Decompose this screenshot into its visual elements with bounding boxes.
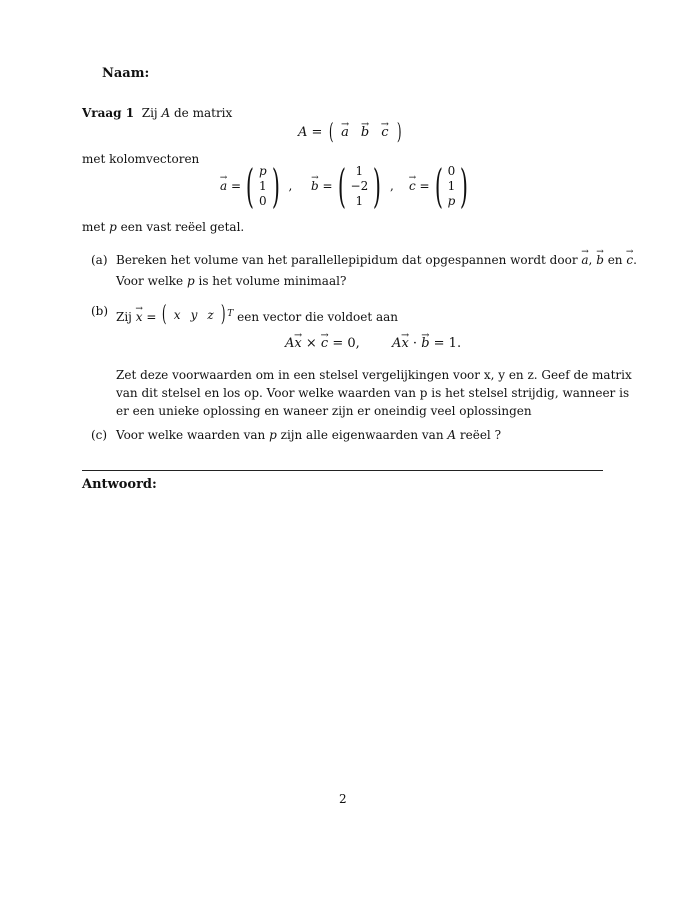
part-c-var: p: [269, 428, 277, 442]
p-text: [82, 220, 244, 234]
vector-b-entry-3: 1: [355, 193, 364, 208]
vector-b-entry-2: −2: [350, 178, 369, 193]
part-b-para-line1: Zet deze voorwaarden om in een stelsel vergelijkingen voor x, y en z. Geef de matrix: [116, 368, 632, 382]
p-text-prefix: met: [82, 220, 106, 234]
part-a-line2-suffix: is het volume minimaal?: [198, 274, 347, 288]
question-title: Vraag 1: [82, 106, 135, 120]
equation-dot-rhs: = 1.: [433, 336, 462, 351]
part-a-line2-var: p: [186, 274, 195, 288]
part-b-para-line3: er een unieke oplossing en waneer zijn er oneindig veel oplossingen: [116, 404, 532, 418]
intro-prefix: Zij: [141, 106, 158, 120]
vector-c-entry-1: 0: [447, 163, 456, 178]
p-text-var: p: [109, 220, 117, 234]
vector-a-entry-1: p: [258, 163, 267, 178]
question-intro: [82, 106, 232, 120]
part-c-var2: A: [447, 428, 457, 442]
equation-cross-rhs: = 0,: [332, 336, 360, 351]
vector-c: → c = ( 0 1 p ): [409, 163, 473, 209]
vector-c-entry-2: 1: [447, 178, 456, 193]
kolom-text: met kolomvectoren: [82, 152, 200, 166]
matrix-col-a: → a: [341, 125, 349, 140]
part-a-line2-prefix: Voor welke: [116, 274, 184, 288]
p-text-suffix: een vast reëel getal.: [120, 220, 245, 234]
vector-b: → b = ( 1 −2 1 ) ,: [311, 163, 394, 209]
part-c-prefix: Voor welke waarden van: [116, 428, 266, 442]
part-c-mid: zijn alle eigenwaarden van: [280, 428, 444, 442]
part-c-suffix: reëel ?: [459, 428, 502, 442]
vector-a: → a = ( p 1 0 ) ,: [220, 163, 292, 209]
matrix-lhs: A: [298, 125, 308, 140]
part-b-paragraph: [116, 366, 632, 420]
vector-b-name: → b: [311, 179, 319, 193]
part-a-line1: Bereken het volume van het parallellepipidum dat opgespannen wordt door → a, → b en → c.: [116, 253, 637, 267]
vector-a-name: → a: [220, 179, 227, 193]
part-b-para-line2: van dit stelsel en los op. Voor welke waarden van p is het stelsel strijdig, wanneer is: [116, 386, 630, 400]
matrix-col-b: → b: [361, 125, 369, 140]
part-c-label: (c): [91, 428, 108, 442]
part-b-line1: Zij → x = ( x y z ) $^T$ een vector die voldoet aan: [116, 302, 398, 327]
x-entry-2: y: [190, 307, 198, 322]
separator-rule: [82, 470, 603, 471]
part-a-label: (a): [91, 253, 108, 267]
matrix-a-definition: A = ( → a → b → c ): [298, 120, 403, 145]
part-b-equations: A→ x × → c = 0, A→ x · → b = 1.: [285, 336, 461, 351]
part-a-text: Bereken het volume van het parallellepipidum dat opgespannen wordt door: [116, 253, 578, 267]
name-label: Naam:: [102, 66, 150, 81]
part-b-line1-suffix: een vector die voldoet aan: [237, 310, 399, 324]
page-number: 2: [339, 792, 347, 806]
part-a-line2: [116, 274, 346, 288]
part-c-text: [116, 428, 501, 442]
answer-label: Antwoord:: [82, 477, 157, 492]
x-entry-1: x: [173, 307, 181, 322]
vector-a-entry-2: 1: [259, 178, 267, 193]
vector-a-entry-3: 0: [259, 193, 267, 208]
part-b-label: (b): [91, 304, 109, 318]
part-b-line1-prefix: Zij: [116, 310, 132, 324]
x-entry-3: z: [207, 307, 214, 322]
intro-suffix: de matrix: [173, 106, 233, 120]
vector-c-name: → c: [409, 179, 416, 193]
matrix-col-c: → c: [381, 125, 388, 140]
vector-b-entry-1: 1: [355, 163, 364, 178]
intro-var: A: [161, 106, 171, 120]
vector-c-entry-3: p: [447, 193, 456, 208]
